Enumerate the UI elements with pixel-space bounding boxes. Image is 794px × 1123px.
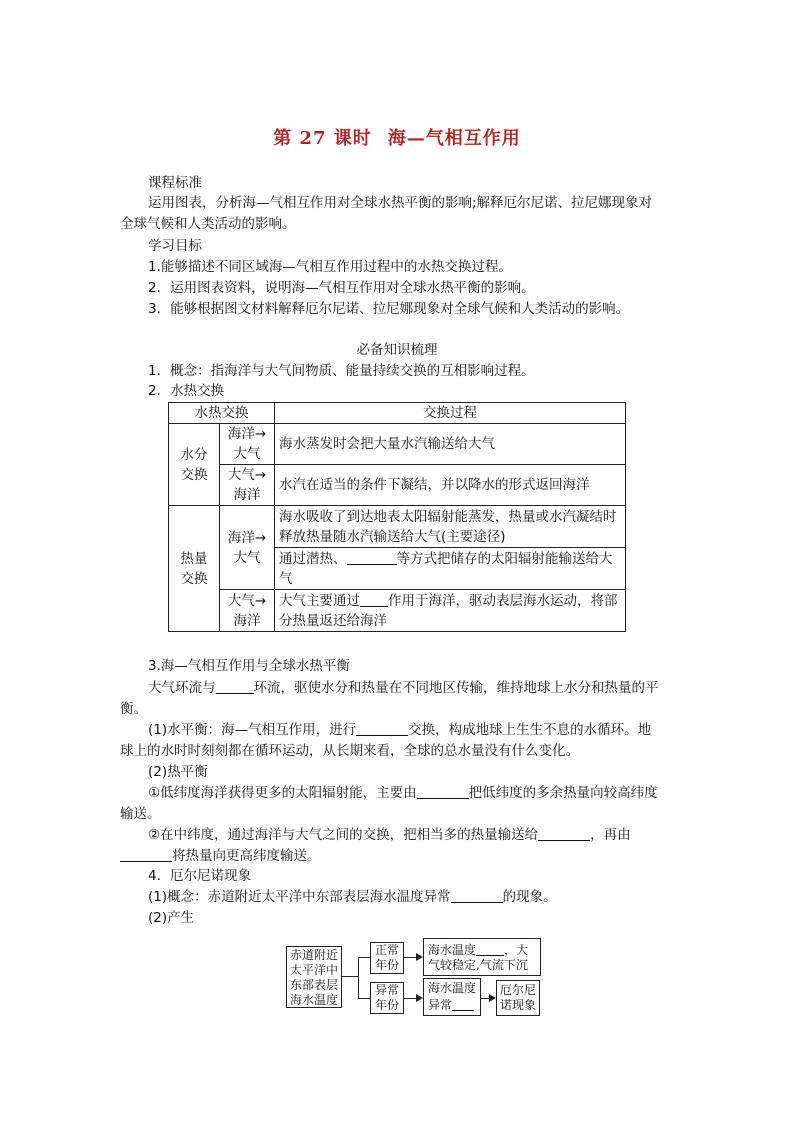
process-cell: 通过潜热、 等方式把储存的太阳辐射能输送给大气	[275, 548, 626, 590]
direction-sea-to-air: 海洋→ 大气	[220, 424, 275, 465]
fill-blank	[451, 888, 503, 903]
connector-line	[342, 976, 358, 977]
table-row	[169, 424, 626, 465]
table-row	[169, 590, 626, 632]
heat-balance-line: ②在中纬度，通过海洋与大气之间的交换，把相当多的热量输送给 ，再由	[148, 827, 631, 843]
elnino-concept: (1)概念：赤道附近太平洋中东部表层海水温度异常 的现象。	[148, 889, 557, 905]
fill-blank	[538, 826, 590, 841]
goals-heading: 学习目标	[148, 238, 202, 254]
connector-line	[358, 998, 370, 999]
water-balance-line: 球上的水时时刻刻都在循环运动，从长期来看，全球的总水量没有什么变化。	[120, 743, 579, 759]
fill-blank	[476, 941, 504, 956]
fill-blank	[417, 784, 469, 799]
abnormal-year-box: 异常 年份	[370, 982, 404, 1014]
exchange-table	[168, 402, 626, 632]
balance-heading: 3.海—气相互作用与全球水热平衡	[148, 658, 350, 674]
table-row	[169, 506, 626, 548]
heat-balance-line: ①低纬度海洋获得更多的太阳辐射能，主要由 把低纬度的多余热量向较高纬度	[148, 785, 658, 801]
concept-paragraph: 1．概念：指海洋与大气间物质、能量持续交换的互相影响过程。	[148, 363, 535, 379]
heat-balance-line: 输送。	[120, 806, 161, 822]
water-exchange-label: 水分 交换	[169, 424, 220, 506]
process-cell: 水汽在适当的条件下凝结，并以降水的形式返回海洋	[275, 465, 626, 506]
table-header-process: 交换过程	[275, 403, 626, 424]
direction-air-to-sea: 大气→ 海洋	[220, 590, 275, 632]
fill-blank	[360, 592, 388, 607]
water-heat-heading: 2．水热交换	[148, 383, 225, 399]
normal-year-box: 正常 年份	[370, 942, 404, 974]
table-header-exchange: 水热交换	[169, 403, 275, 424]
standard-heading: 课程标准	[148, 175, 202, 191]
arrow-right-icon	[489, 994, 496, 1002]
heat-balance-heading: (2)热平衡	[148, 764, 208, 780]
standard-line-2: 全球气候和人类活动的影响。	[120, 216, 296, 232]
section-heading: 必备知识梳理	[356, 342, 438, 358]
elnino-result-box: 厄尔尼 诺现象	[496, 980, 540, 1016]
arrow-right-icon	[416, 953, 423, 961]
table-row	[169, 465, 626, 506]
title-prefix: 第 27 课时	[273, 128, 372, 149]
process-cell: 大气主要通过 作用于海洋，驱动表层海水运动，将部分热量返还给海洋	[275, 590, 626, 632]
direction-sea-to-air: 海洋→ 大气	[220, 506, 275, 590]
direction-air-to-sea: 大气→ 海洋	[220, 465, 275, 506]
elnino-cause-heading: (2)产生	[148, 910, 195, 926]
process-cell: 海水蒸发时会把大量水汽输送给大气	[275, 424, 626, 465]
standard-line-1: 运用图表，分析海—气相互作用对全球水热平衡的影响;解释厄尔尼诺、拉尼娜现象对	[148, 195, 653, 211]
source-box: 赤道附近 太平洋中 东部表层 海水温度	[286, 946, 342, 1008]
heat-balance-line: 将热量向更高纬度输送。	[120, 846, 321, 866]
goal-item-3: 3．能够根据图文材料解释厄尔尼诺、拉尼娜现象对全球气候和人类活动的影响。	[148, 301, 630, 317]
goal-item-2: 2．运用图表资料，说明海—气相互作用对全球水热平衡的影响。	[148, 280, 535, 296]
normal-result-box: 海水温度 ，大 气较稳定,气流下沉	[423, 938, 541, 976]
arrow-right-icon	[416, 994, 423, 1002]
fill-blank	[347, 550, 397, 565]
water-balance-line: (1)水平衡：海—气相互作用，进行 交换，构成地球上生生不息的水循环。地	[148, 722, 652, 738]
title-main: 海—气相互作用	[387, 128, 521, 149]
fill-blank	[452, 996, 474, 1011]
balance-line: 衡。	[120, 701, 147, 717]
connector-line	[358, 957, 370, 958]
fill-blank	[120, 847, 172, 862]
goal-item-1: 1.能够描述不同区域海—气相互作用过程中的水热交换过程。	[148, 259, 512, 275]
abnormal-result-box: 海水温度 异常	[423, 978, 481, 1016]
fill-blank	[356, 721, 408, 736]
heat-exchange-label: 热量 交换	[169, 506, 220, 632]
elnino-heading: 4．厄尔尼诺现象	[148, 868, 252, 884]
page-title	[0, 124, 794, 150]
connector-line	[358, 957, 359, 999]
fill-blank	[216, 679, 254, 694]
process-cell: 海水吸收了到达地表太阳辐射能蒸发，热量或水汽凝结时释放热量随水汽输送给大气(主要途径)	[275, 506, 626, 548]
balance-line: 大气环流与 环流，驱使水分和热量在不同地区传输，维持地球上水分和热量的平	[148, 680, 659, 696]
